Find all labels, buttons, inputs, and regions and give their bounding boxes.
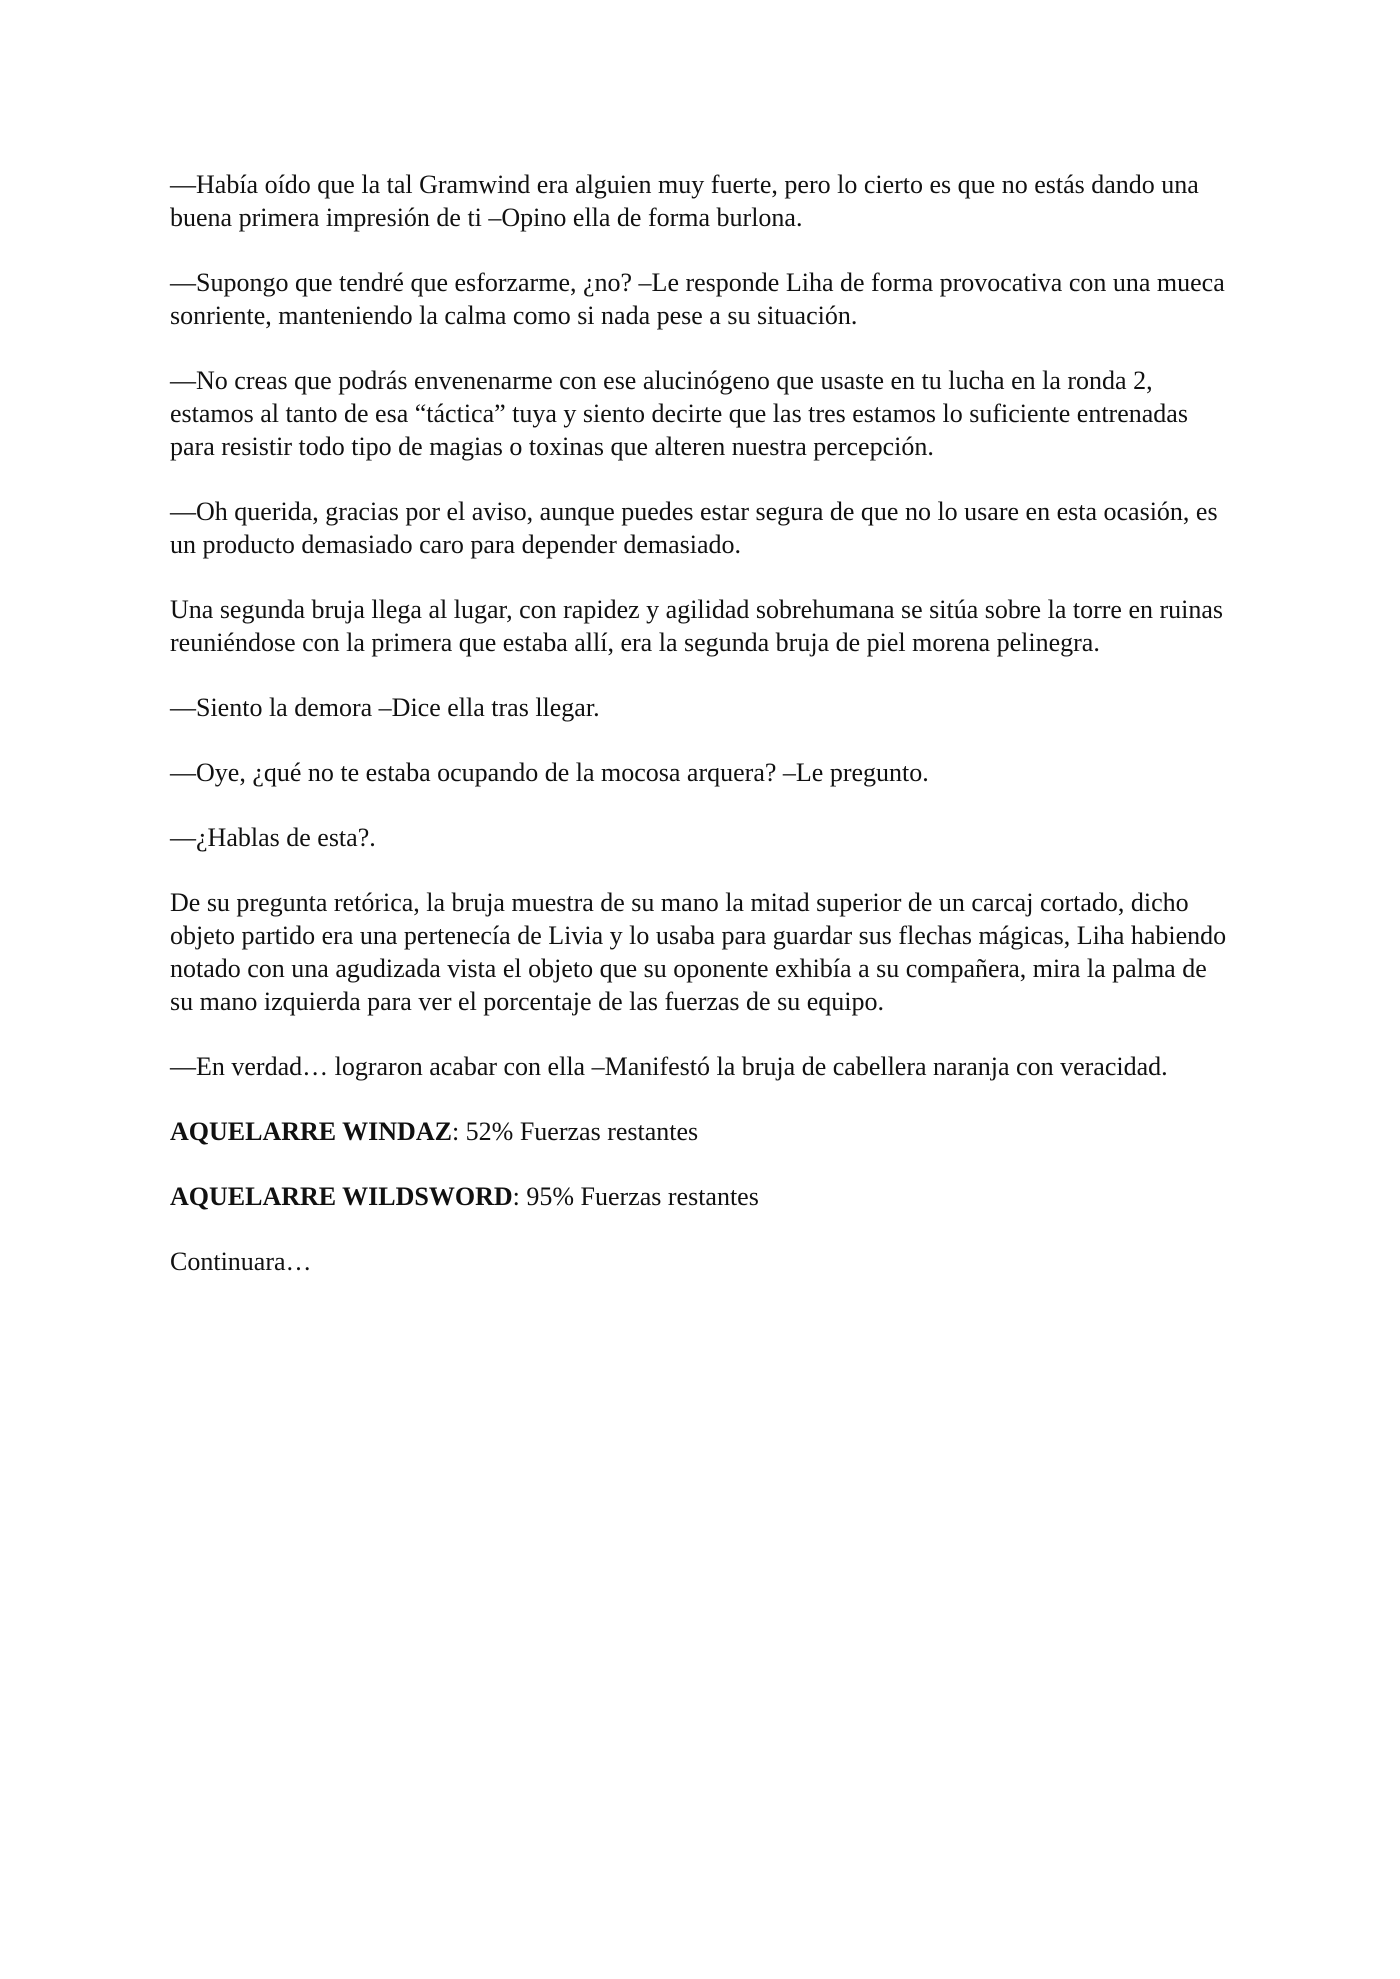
paragraph: —Oh querida, gracias por el aviso, aunque puedes estar segura de que no lo usare en esta ocasión, es un producto demasiado caro para depender demasiado. xyxy=(170,497,1218,559)
paragraph: —¿Hablas de esta?. xyxy=(170,823,376,852)
paragraph: —Había oído que la tal Gramwind era alguien muy fuerte, pero lo cierto es que no estás dando una buena primera impresión de ti –Opino ella de forma burlona. xyxy=(170,170,1199,232)
status-value: : 52% Fuerzas restantes xyxy=(451,1117,699,1146)
paragraph: Una segunda bruja llega al lugar, con rapidez y agilidad sobrehumana se sitúa sobre la torre en ruinas reuniéndose con la primera que estaba allí, era la segunda bruja de piel morena pelinegra. xyxy=(170,595,1224,657)
paragraph: —En verdad… lograron acabar con ella –Manifestó la bruja de cabellera naranja con veracidad. xyxy=(170,1052,1168,1081)
status-line-wildsword xyxy=(170,1180,1230,1213)
status-name: AQUELARRE WINDAZ xyxy=(170,1117,452,1146)
status-line-windaz xyxy=(170,1115,1230,1148)
paragraph: De su pregunta retórica, la bruja muestra de su mano la mitad superior de un carcaj cortado, dicho objeto partido era una pertenecía de Livia y lo usaba para guardar sus flechas mágicas, Liha habiendo notado con una agudizada vista el objeto que su oponente exhibía a su compañera, mira la palma de su mano izquierda para ver el porcentaje de las fuerzas de su equipo. xyxy=(170,888,1227,1016)
paragraph: —Supongo que tendré que esforzarme, ¿no? –Le responde Liha de forma provocativa con una mueca sonriente, manteniendo la calma como si nada pese a su situación. xyxy=(170,268,1225,330)
status-name: AQUELARRE WILDSWORD xyxy=(170,1182,513,1211)
paragraph: —Siento la demora –Dice ella tras llegar. xyxy=(170,693,600,722)
document-body xyxy=(170,168,1230,1310)
paragraph: —No creas que podrás envenenarme con ese alucinógeno que usaste en tu lucha en la ronda 2, estamos al tanto de esa “táctica” tuya y siento decirte que las tres estamos lo suficiente entrenadas para resistir todo tipo de magias o toxinas que alteren nuestra percepción. xyxy=(170,366,1188,461)
status-value: : 95% Fuerzas restantes xyxy=(512,1182,759,1211)
ending-text: Continuara… xyxy=(170,1247,312,1276)
paragraph: —Oye, ¿qué no te estaba ocupando de la mocosa arquera? –Le pregunto. xyxy=(170,758,929,787)
